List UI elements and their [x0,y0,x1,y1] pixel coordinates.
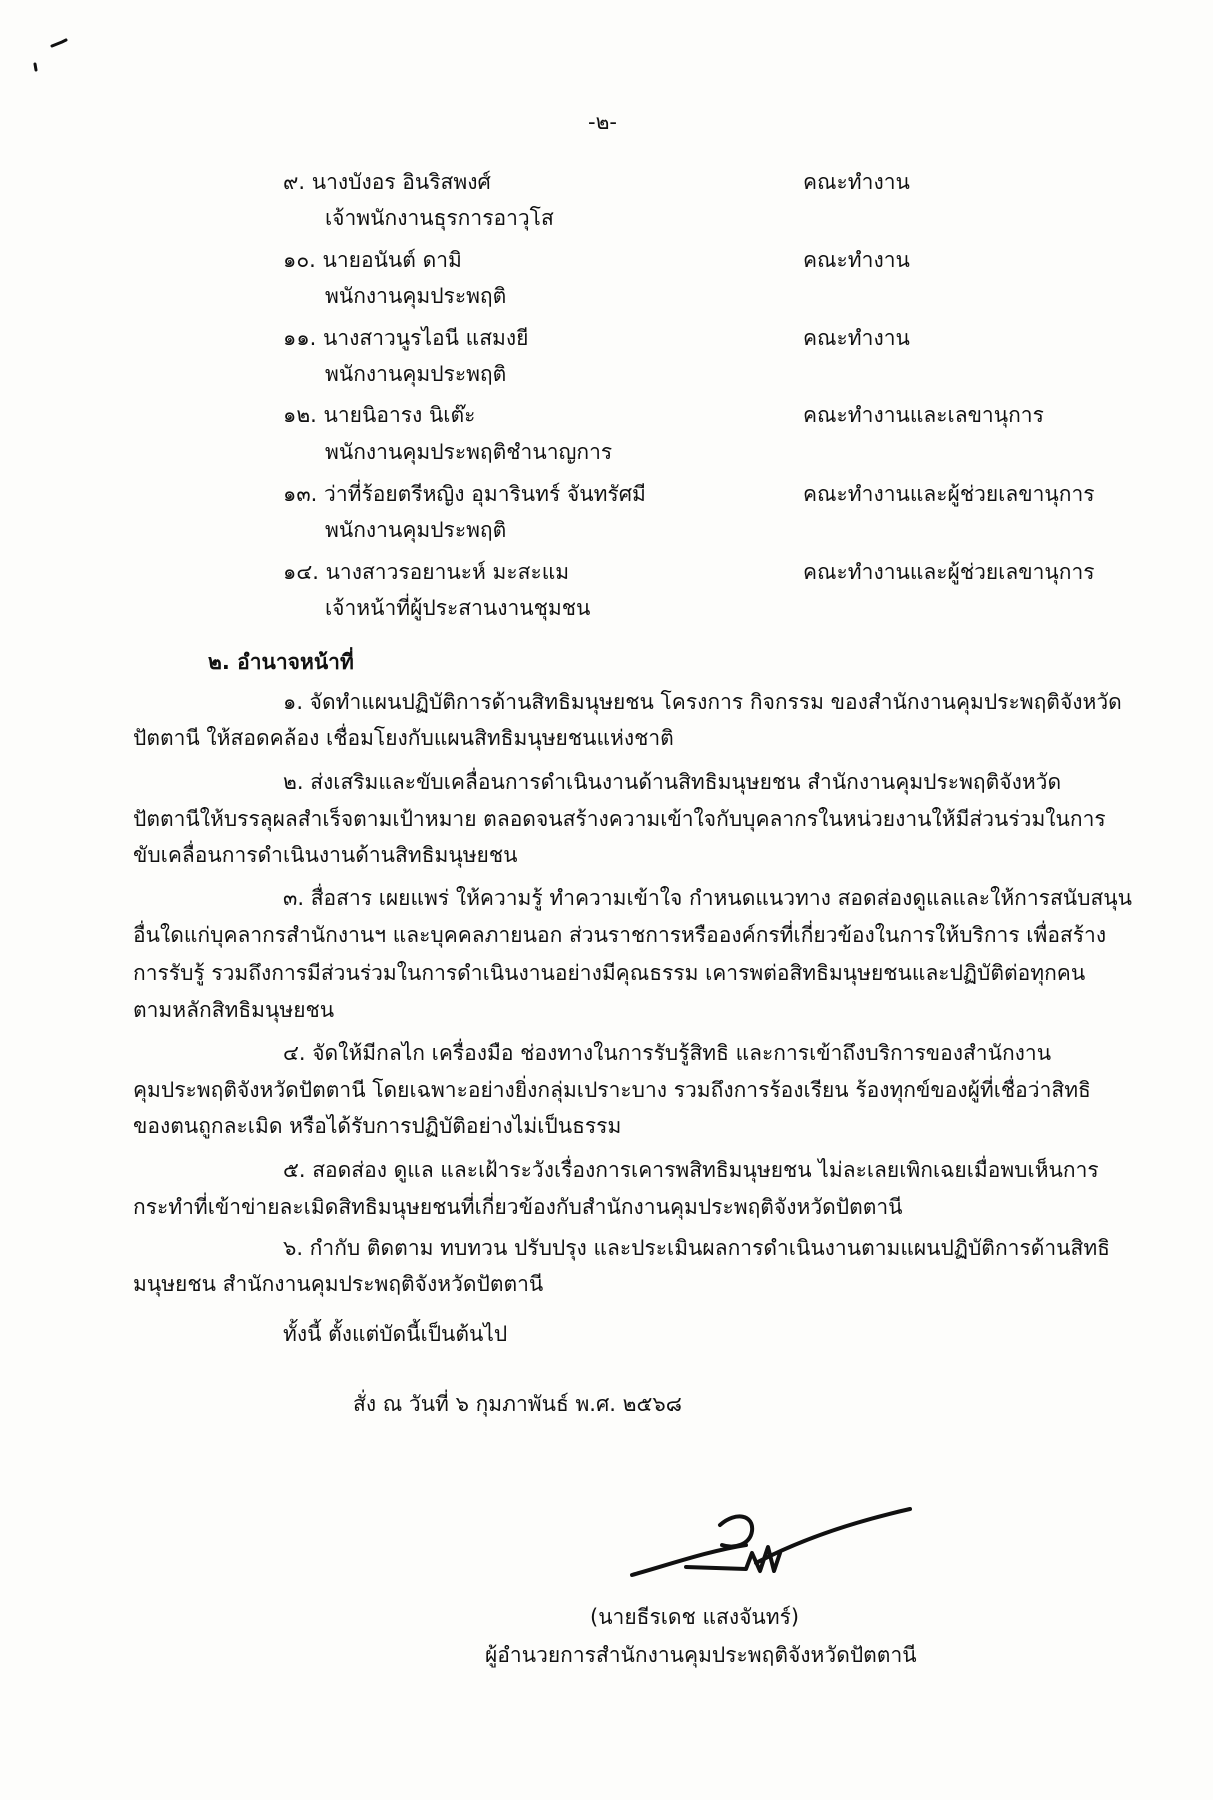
duty-line: ตามหลักสิทธิมนุษยชน [133,998,335,1022]
member-role: คณะทำงานและผู้ช่วยเลขานุการ [803,482,1095,506]
signatory-title: ผู้อำนวยการสำนักงานคุมประพฤติจังหวัดปัตตานี [485,1643,917,1667]
duty-line: กระทำที่เข้าข่ายละเมิดสิทธิมนุษยชนที่เกี่ยวข้องกับสำนักงานคุมประพฤติจังหวัดปัตตานี [133,1195,903,1219]
duty-line: ๕. สอดส่อง ดูแล และเฝ้าระวังเรื่องการเคารพสิทธิมนุษยชน ไม่ละเลยเพิกเฉยเมื่อพบเห็นการ [283,1158,1099,1182]
duty-line: ๓. สื่อสาร เผยแพร่ ให้ความรู้ ทำความเข้าใจ กำหนดแนวทาง สอดส่องดูแลและให้การสนับสนุน [283,886,1132,910]
section-heading: ๒. อำนาจหน้าที่ [208,650,354,674]
duty-line: อื่นใดแก่บุคลากรสำนักงานฯ และบุคคลภายนอก ส่วนราชการหรือองค์กรที่เกี่ยวข้องในการให้บริการ เพื่อสร้าง [133,923,1107,947]
member-position: พนักงานคุมประพฤติชำนาญการ [325,440,613,464]
member-name: ๑๒. นายนิอารง นิเต๊ะ [283,403,476,427]
signature-graphic [628,1505,918,1595]
member-name: ๑๐. นายอนันต์ ดามิ [283,248,462,272]
member-name: ๑๔. นางสาวรอยานะห์ มะสะแม [283,560,570,584]
member-role: คณะทำงานและเลขานุการ [803,403,1044,427]
member-position: เจ้าหน้าที่ผู้ประสานงานชุมชน [325,596,591,620]
duty-line: ของตนถูกละเมิด หรือได้รับการปฏิบัติอย่างไม่เป็นธรรม [133,1114,622,1138]
duty-line: ๒. ส่งเสริมและขับเคลื่อนการดำเนินงานด้านสิทธิมนุษยชน สำนักงานคุมประพฤติจังหวัด [283,770,1062,794]
order-date: สั่ง ณ วันที่ ๖ กุมภาพันธ์ พ.ศ. ๒๕๖๘ [353,1392,682,1416]
duty-line: การรับรู้ รวมถึงการมีส่วนร่วมในการดำเนินงานอย่างมีคุณธรรม เคารพต่อสิทธิมนุษยชนและปฏิบัติต่อทุกคน [133,961,1086,985]
member-position: พนักงานคุมประพฤติ [325,518,507,542]
duty-line: คุมประพฤติจังหวัดปัตตานี โดยเฉพาะอย่างยิ่งกลุ่มเปราะบาง รวมถึงการร้องเรียน ร้องทุกข์ของผู้ที่เชื่อว่าสิทธิ [133,1078,1091,1102]
page-number: -๒- [588,110,617,134]
duty-line: ขับเคลื่อนการดำเนินงานด้านสิทธิมนุษยชน [133,843,518,867]
duty-line: ปัตตานีให้บรรลุผลสำเร็จตามเป้าหมาย ตลอดจนสร้างความเข้าใจกับบุคลากรในหน่วยงานให้มีส่วนร่วมในการ [133,807,1106,831]
ink-mark [30,30,80,80]
member-role: คณะทำงาน [803,326,910,350]
member-name: ๑๑. นางสาวนูรไอนี แสมงยี [283,326,529,350]
signatory-name: (นายธีรเดช แสงจันทร์) [590,1605,800,1629]
effective-statement: ทั้งนี้ ตั้งแต่บัดนี้เป็นต้นไป [283,1322,508,1346]
member-role: คณะทำงานและผู้ช่วยเลขานุการ [803,560,1095,584]
member-role: คณะทำงาน [803,248,910,272]
member-position: พนักงานคุมประพฤติ [325,362,507,386]
duty-line: ๔. จัดให้มีกลไก เครื่องมือ ช่องทางในการรับรู้สิทธิ และการเข้าถึงบริการของสำนักงาน [283,1041,1052,1065]
member-position: พนักงานคุมประพฤติ [325,284,507,308]
member-role: คณะทำงาน [803,170,910,194]
member-name: ๙. นางบังอร อินริสพงศ์ [283,170,491,194]
duty-line: ๑. จัดทำแผนปฏิบัติการด้านสิทธิมนุษยชน โครงการ กิจกรรม ของสำนักงานคุมประพฤติจังหวัด [283,690,1122,714]
member-position: เจ้าพนักงานธุรการอาวุโส [325,206,554,230]
member-name: ๑๓. ว่าที่ร้อยตรีหญิง อุมารินทร์ จันทรัศมี [283,482,646,506]
duty-line: ปัตตานี ให้สอดคล้อง เชื่อมโยงกับแผนสิทธิมนุษยชนแห่งชาติ [133,726,674,750]
duty-line: ๖. กำกับ ติดตาม ทบทวน ปรับปรุง และประเมินผลการดำเนินงานตามแผนปฏิบัติการด้านสิทธิ [283,1236,1110,1260]
duty-line: มนุษยชน สำนักงานคุมประพฤติจังหวัดปัตตานี [133,1272,544,1296]
